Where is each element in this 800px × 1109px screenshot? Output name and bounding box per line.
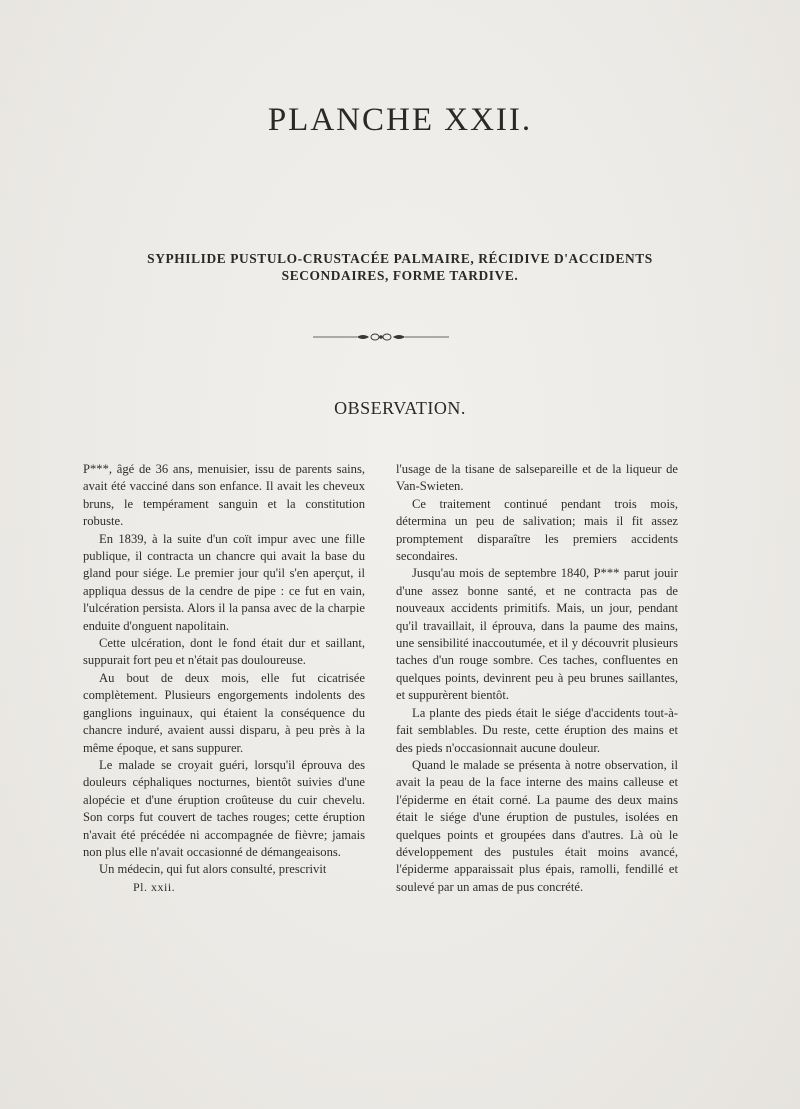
subtitle xyxy=(110,250,690,284)
paragraph: Ce traitement continué pendant trois mois, détermina un peu de salivation; mais il fit assez promptement disparaître les premiers accidents secondaires. xyxy=(396,496,678,564)
paragraph: P***, âgé de 36 ans, menuisier, issu de parents sains, avait été vacciné dans son enfance. Il avait les cheveux bruns, le tempérament sanguin et la constitution robuste. xyxy=(83,462,365,529)
plate-title: PLANCHE XXII. xyxy=(267,102,533,138)
paragraph: En 1839, à la suite d'un coït impur avec une fille publique, il contracta un chancre qui avait la base du gland pour siége. Le premier jour qu'il s'en aperçut, il appliqua dessus de la cendre de pipe : ce fut en vain, l'ulcération persista. Alors il la pansa avec de la charpie enduite d'onguent napolitain. xyxy=(83,531,365,633)
paragraph: La plante des pieds était le siége d'accidents tout-à-fait semblables. Du reste, cette éruption des mains et des pieds n'occasionnait aucune douleur. xyxy=(396,705,678,755)
subtitle-line-2: SECONDAIRES, FORME TARDIVE. xyxy=(281,268,519,283)
left-column xyxy=(83,461,365,896)
ornament-divider xyxy=(313,331,449,343)
subtitle-line-1: SYPHILIDE PUSTULO-CRUSTACÉE PALMAIRE, RÉCIDIVE D'ACCIDENTS xyxy=(147,251,653,266)
paragraph: Cette ulcération, dont le fond était dur et saillant, suppurait fort peu et n'était pas douloureuse. xyxy=(83,636,365,668)
plate-reference: Pl. xxii. xyxy=(133,879,176,894)
right-column xyxy=(396,461,678,896)
paragraph: Jusqu'au mois de septembre 1840, P*** parut jouir d'une assez bonne santé, et ne contracta pas de nouveaux accidents primitifs. Mais, un jour, pendant qu'il travaillait, il éprouva, dans la paume des mains, une sensibilité inaccoutumée, et il y découvrit plusieurs taches d'un rouge sombre. Ces taches, confluentes en quelques points, devinrent peu à peu brunes saillantes, et suppurèrent bientôt. xyxy=(396,566,678,703)
paragraph: Quand le malade se présenta à notre observation, il avait la peau de la face interne des mains calleuse et l'épiderme en était corné. La paume des deux mains était le siége d'une éruption de pustules, isolées en quelques points et groupées dans d'autres. Là où le développement des pustules était moins avancé, l'épiderme apparaissait plus épais, ramolli, fendillé et soulevé par un amas de pus concrété. xyxy=(396,757,678,894)
section-title: OBSERVATION. xyxy=(334,398,466,418)
paragraph: Un médecin, qui fut alors consulté, prescrivit xyxy=(99,862,327,877)
paragraph: l'usage de la tisane de salsepareille et de la liqueur de Van-Swieten. xyxy=(396,462,678,494)
paragraph: Le malade se croyait guéri, lorsqu'il éprouva des douleurs céphaliques nocturnes, bientôt suivies d'une alopécie et d'une éruption croûteuse du cuir chevelu. Son corps fut couvert de taches rouges; cette éruption n'avait été précédée ni accompagnée de fièvre; jamais non plus elle n'avait occasionné de démangeaisons. xyxy=(83,757,365,859)
paragraph: Au bout de deux mois, elle fut cicatrisée complètement. Plusieurs engorgements indolents des ganglions inguinaux, qui étaient la conséquence du chancre induré, avaient aussi disparu, à peu près à la même époque, et sans suppurer. xyxy=(83,670,365,755)
